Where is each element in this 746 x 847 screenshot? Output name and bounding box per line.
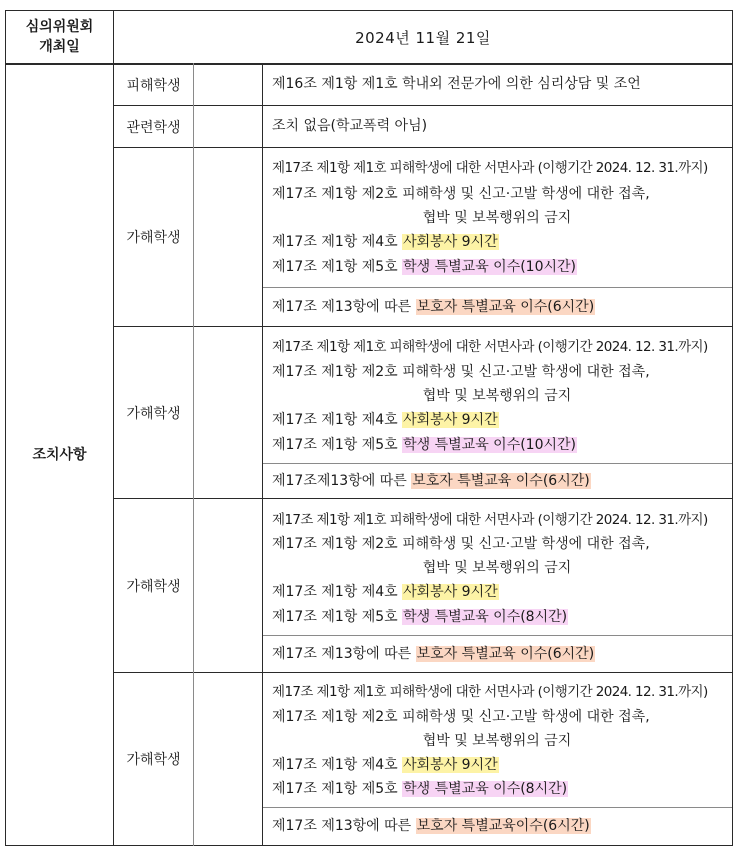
guardian-measure bbox=[272, 645, 595, 663]
service-highlight: 사회봉사 9시간 bbox=[403, 584, 498, 600]
student-edu-prefix: 제17조 제1항 제5호 bbox=[272, 437, 403, 453]
meeting-date-label-line2: 개최일 bbox=[39, 39, 80, 55]
guardian-divider bbox=[262, 287, 733, 288]
meeting-date-label-line1: 심의위원회 bbox=[25, 19, 94, 35]
table-border-right bbox=[732, 10, 733, 846]
guardian-highlight: 보호자 특별교육 이수(6시간) bbox=[416, 646, 595, 662]
student-edu-highlight: 학생 특별교육 이수(8시간) bbox=[403, 609, 568, 625]
row-divider bbox=[113, 498, 733, 499]
offender-measure-apology: 제17조 제1항 제1호 피해학생에 대한 서면사과 (이행기간 2024. 12. 31.까지) bbox=[272, 684, 708, 700]
offender-measure-service bbox=[272, 411, 499, 429]
table-border-bottom bbox=[5, 845, 733, 846]
offender-measure-contact-ban-cont: 협박 및 보복행위의 금지 bbox=[422, 210, 572, 226]
offender-label: 가해학생 bbox=[126, 578, 181, 595]
offender-measure-student-edu bbox=[272, 258, 577, 276]
offender-measure-service bbox=[272, 756, 499, 774]
related-label: 관련학생 bbox=[126, 119, 181, 136]
row-divider bbox=[113, 326, 733, 327]
service-prefix: 제17조 제1항 제4호 bbox=[272, 757, 403, 773]
row-divider bbox=[113, 147, 733, 148]
guardian-divider bbox=[262, 807, 733, 808]
offender-measure-service bbox=[272, 583, 499, 601]
service-prefix: 제17조 제1항 제4호 bbox=[272, 584, 403, 600]
offender-measure-contact-ban: 제17조 제1항 제2호 피해학생 및 신고·고발 학생에 대한 접촉, bbox=[272, 186, 650, 202]
offender-measure-contact-ban-cont: 협박 및 보복행위의 금지 bbox=[422, 388, 572, 404]
offender-measure-contact-ban: 제17조 제1항 제2호 피해학생 및 신고·고발 학생에 대한 접촉, bbox=[272, 536, 650, 552]
student-edu-prefix: 제17조 제1항 제5호 bbox=[272, 259, 403, 275]
service-highlight: 사회봉사 9시간 bbox=[403, 757, 498, 773]
offender-label: 가해학생 bbox=[126, 230, 181, 246]
offender-measure-student-edu bbox=[272, 436, 577, 454]
service-prefix: 제17조 제1항 제4호 bbox=[272, 234, 403, 250]
offender-measure-contact-ban-cont: 협박 및 보복행위의 금지 bbox=[422, 733, 572, 749]
meeting-date: 2024년 11월 21일 bbox=[355, 28, 491, 47]
service-prefix: 제17조 제1항 제4호 bbox=[272, 412, 403, 428]
offender-measure-apology: 제17조 제1항 제1호 피해학생에 대한 서면사과 (이행기간 2024. 12. 31.까지) bbox=[272, 339, 708, 355]
offender-label: 가해학생 bbox=[126, 752, 181, 768]
guardian-divider bbox=[262, 463, 733, 464]
guardian-prefix: 제17조 제13항에 따른 bbox=[272, 646, 416, 662]
offender-measure-contact-ban: 제17조 제1항 제2호 피해학생 및 신고·고발 학생에 대한 접촉, bbox=[272, 709, 650, 725]
service-highlight: 사회봉사 9시간 bbox=[403, 234, 498, 250]
student-edu-prefix: 제17조 제1항 제5호 bbox=[272, 781, 403, 797]
guardian-highlight: 보호자 특별교육 이수(6시간) bbox=[416, 299, 595, 315]
offender-measure-apology: 제17조 제1항 제1호 피해학생에 대한 서면사과 (이행기간 2024. 12. 31.까지) bbox=[272, 160, 708, 176]
guardian-highlight: 보호자 특별교육 이수(6시간) bbox=[412, 473, 590, 489]
guardian-measure bbox=[272, 472, 591, 490]
offender-measure-student-edu bbox=[272, 608, 568, 626]
meeting-date-label bbox=[6, 11, 113, 63]
col-divider bbox=[262, 63, 263, 846]
related-measure: 조치 없음(학교폭력 아님) bbox=[272, 118, 428, 134]
guardian-prefix: 제17조 제13항에 따른 bbox=[272, 299, 416, 315]
guardian-measure bbox=[272, 817, 591, 835]
victim-measure: 제16조 제1항 제1호 학내외 전문가에 의한 심리상담 및 조언 bbox=[272, 76, 641, 92]
student-edu-highlight: 학생 특별교육 이수(10시간) bbox=[403, 259, 577, 275]
row-divider bbox=[113, 105, 733, 106]
offender-label: 가해학생 bbox=[126, 405, 181, 422]
row-divider bbox=[113, 672, 733, 673]
service-highlight: 사회봉사 9시간 bbox=[403, 412, 498, 428]
guardian-prefix: 제17조 제13항에 따른 bbox=[272, 818, 416, 834]
guardian-highlight: 보호자 특별교육이수(6시간) bbox=[416, 818, 590, 834]
offender-measure-student-edu bbox=[272, 780, 568, 798]
offender-measure-apology: 제17조 제1항 제1호 피해학생에 대한 서면사과 (이행기간 2024. 12. 31.까지) bbox=[272, 512, 708, 528]
guardian-prefix: 제17조제13항에 따른 bbox=[272, 473, 412, 489]
offender-measure-contact-ban: 제17조 제1항 제2호 피해학생 및 신고·고발 학생에 대한 접촉, bbox=[272, 364, 650, 380]
section-label: 조치사항 bbox=[32, 447, 87, 463]
student-edu-highlight: 학생 특별교육 이수(10시간) bbox=[403, 437, 577, 453]
offender-measure-service bbox=[272, 233, 499, 251]
offender-measure-contact-ban-cont: 협박 및 보복행위의 금지 bbox=[422, 560, 572, 576]
guardian-measure bbox=[272, 298, 595, 316]
student-edu-prefix: 제17조 제1항 제5호 bbox=[272, 609, 403, 625]
victim-label: 피해학생 bbox=[126, 78, 181, 94]
student-edu-highlight: 학생 특별교육 이수(8시간) bbox=[403, 781, 568, 797]
guardian-divider bbox=[262, 635, 733, 636]
col-divider bbox=[193, 63, 194, 846]
